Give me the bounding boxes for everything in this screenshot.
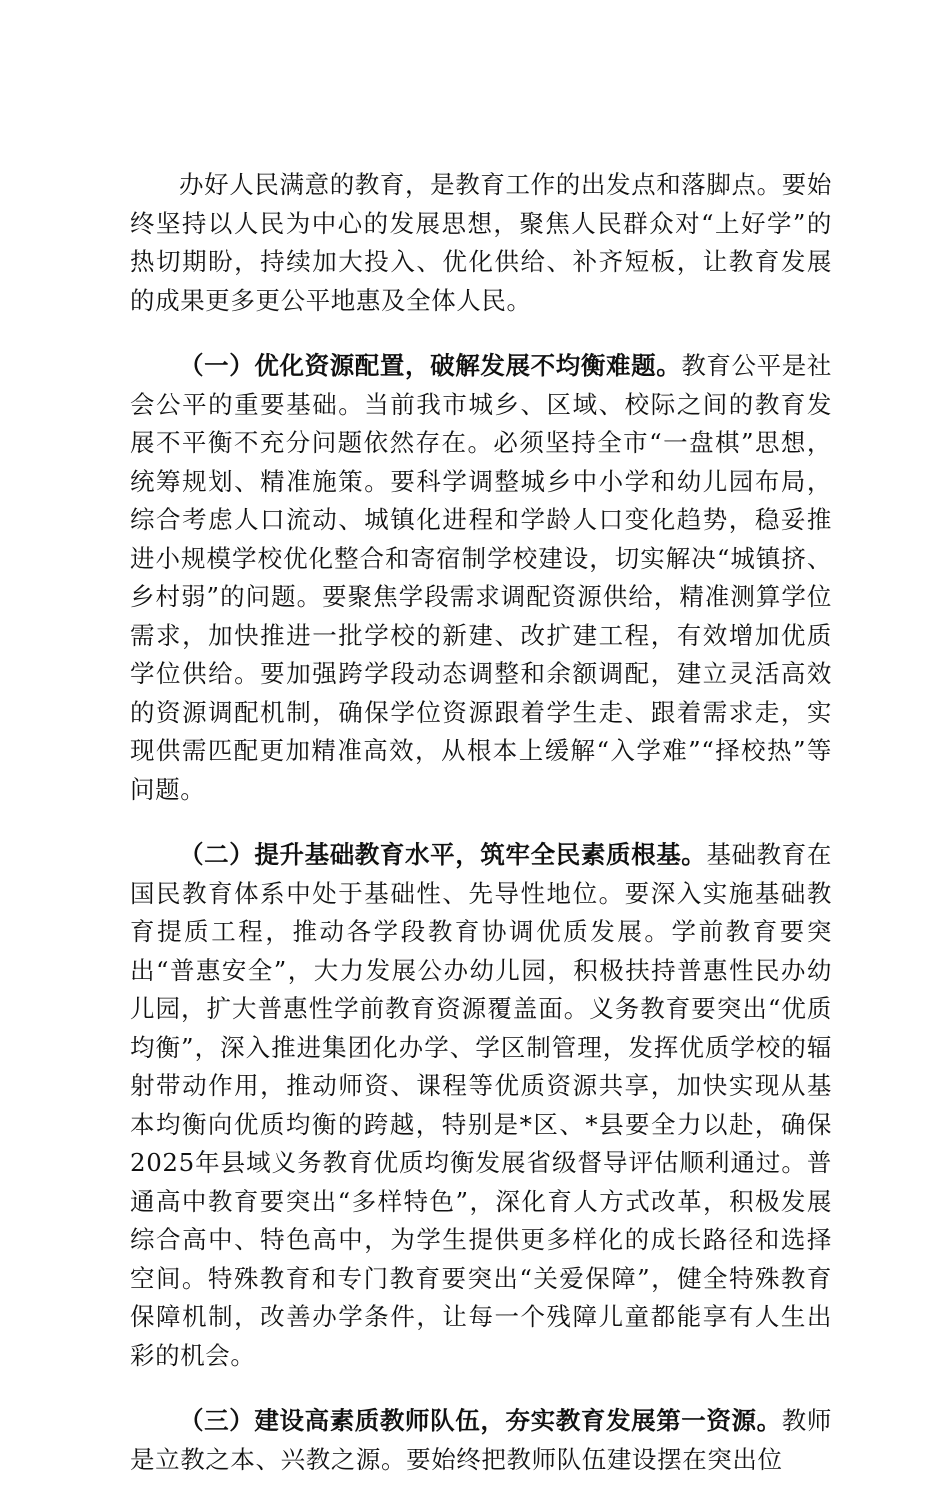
section-3-heading: （三）建设高素质教师队伍，夯实教育发展第一资源。 — [179, 1406, 782, 1435]
section-1-body: 教育公平是社会公平的重要基础。当前我市城乡、区域、校际之间的教育发展不平衡不充分问题依然存在。必须坚持全市“一盘棋”思想，统筹规划、精准施策。要科学调整城乡中小学和幼儿园布局，综合考虑人口流动、城镇化进程和学龄人口变化趋势，稳妥推进小规模学校优化整合和寄宿制学校建设，切实解决“城镇挤、乡村弱”的问题。要聚焦学段需求调配资源供给，精准测算学位需求，加快推进一批学校的新建、改扩建工程，有效增加优质学位供给。要加强跨学段动态调整和余额调配，建立灵活高效的资源调配机制，确保学位资源跟着学生走、跟着需求走，实现供需匹配更加精准高效，从根本上缓解“入学难”“择校热”等问题。 — [130, 351, 832, 804]
section-1-heading: （一）优化资源配置，破解发展不均衡难题。 — [179, 351, 682, 380]
section-1-paragraph — [130, 347, 832, 809]
document-page — [130, 166, 832, 1506]
section-2-body: 基础教育在国民教育体系中处于基础性、先导性地位。要深入实施基础教育提质工程，推动各学段教育协调优质发展。学前教育要突出“普惠安全”，大力发展公办幼儿园，积极扶持普惠性民办幼儿园，扩大普惠性学前教育资源覆盖面。义务教育要突出“优质均衡”，深入推进集团化办学、学区制管理，发挥优质学校的辐射带动作用，推动师资、课程等优质资源共享，加快实现从基本均衡向优质均衡的跨越，特别是*区、*县要全力以赴，确保2025年县域义务教育优质均衡发展省级督导评估顺利通过。普通高中教育要突出“多样特色”，深化育人方式改革，积极发展综合高中、特色高中，为学生提供更多样化的成长路径和选择空间。特殊教育和专门教育要突出“关爱保障”，健全特殊教育保障机制，改善办学条件，让每一个残障儿童都能享有人生出彩的机会。 — [130, 840, 832, 1370]
section-3-body: 教师是立教之本、兴教之源。要始终把教师队伍建设摆在突出位 — [130, 1406, 832, 1474]
section-2-paragraph — [130, 836, 832, 1375]
section-2-heading: （二）提升基础教育水平，筑牢全民素质根基。 — [179, 840, 707, 869]
section-3-paragraph — [130, 1402, 832, 1479]
intro-paragraph: 办好人民满意的教育，是教育工作的出发点和落脚点。要始终坚持以人民为中心的发展思想，聚焦人民群众对“上好学”的热切期盼，持续加大投入、优化供给、补齐短板，让教育发展的成果更多更公平地惠及全体人民。 — [130, 170, 832, 315]
